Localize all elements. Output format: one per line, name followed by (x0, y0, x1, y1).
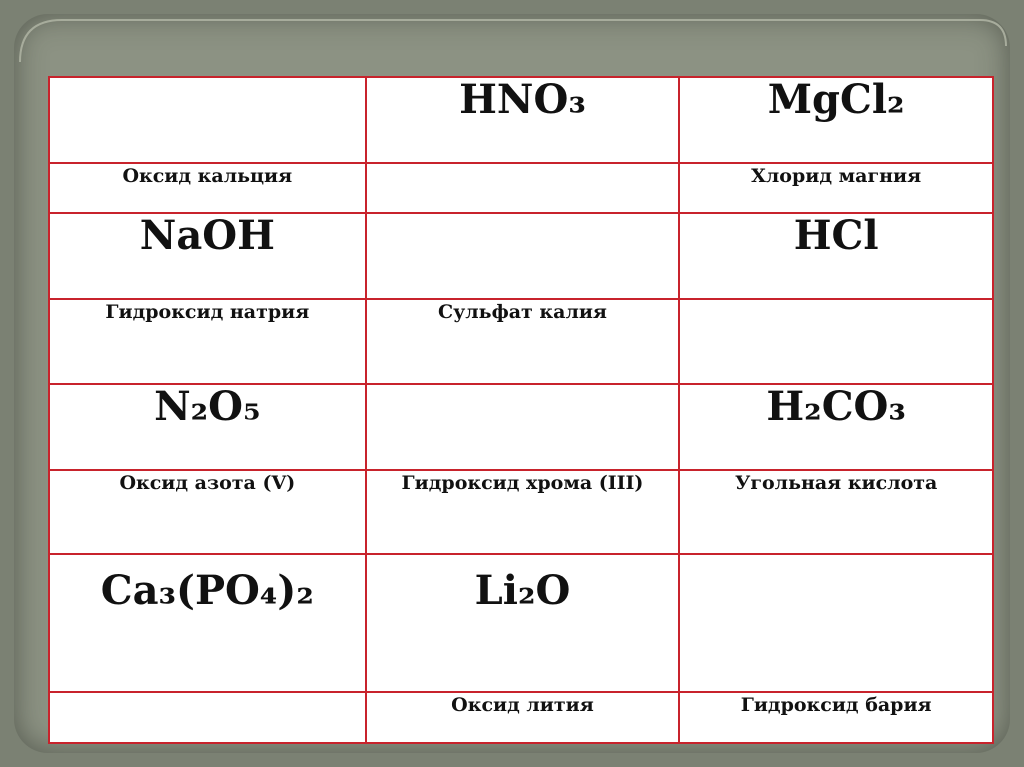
table-cell: Оксид лития (366, 692, 680, 743)
table-cell: Сульфат калия (366, 299, 680, 384)
table-cell: Оксид кальция (49, 163, 366, 213)
substances-table (48, 76, 994, 744)
table-cell: Хлорид магния (679, 163, 993, 213)
table-cell (49, 77, 366, 163)
table-row (49, 384, 993, 470)
table-row (49, 213, 993, 299)
table-cell: HCl (679, 213, 993, 299)
table-cell (366, 163, 680, 213)
table-row (49, 77, 993, 163)
table-cell (679, 299, 993, 384)
table-row (49, 299, 993, 384)
table-cell (679, 554, 993, 692)
table-cell: Li₂O (366, 554, 680, 692)
table-cell: H₂CO₃ (679, 384, 993, 470)
table-cell: Ca₃(PO₄)₂ (49, 554, 366, 692)
table-cell: MgCl₂ (679, 77, 993, 163)
table-cell (366, 384, 680, 470)
table-cell: Гидроксид хрома (III) (366, 470, 680, 554)
table-row (49, 554, 993, 692)
table-cell: HNO₃ (366, 77, 680, 163)
table-row (49, 692, 993, 743)
table-cell: Оксид азота (V) (49, 470, 366, 554)
table-cell: NaOH (49, 213, 366, 299)
table-cell: Гидроксид натрия (49, 299, 366, 384)
table-row (49, 470, 993, 554)
table-cell: N₂O₅ (49, 384, 366, 470)
table-cell (366, 213, 680, 299)
table-cell: Угольная кислота (679, 470, 993, 554)
table-cell (49, 692, 366, 743)
table-row (49, 163, 993, 213)
table-cell: Гидроксид бария (679, 692, 993, 743)
